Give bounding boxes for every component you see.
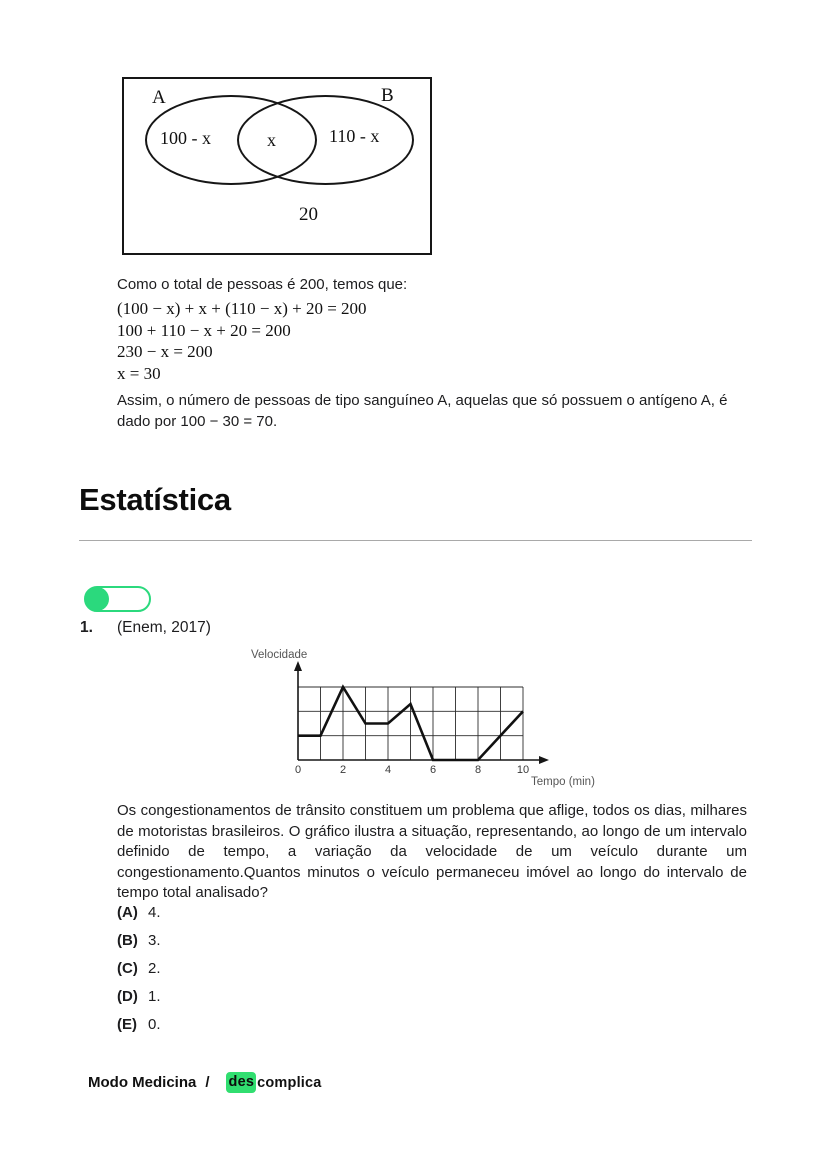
footer-brand-label: Modo Medicina bbox=[88, 1074, 197, 1091]
venn-diagram bbox=[122, 77, 432, 255]
page-footer bbox=[88, 1072, 322, 1093]
logo-des-badge: des bbox=[226, 1072, 257, 1093]
descomplica-logo bbox=[226, 1072, 322, 1093]
y-axis-arrow bbox=[294, 661, 302, 671]
answer-options bbox=[117, 904, 377, 1044]
set-b-ellipse bbox=[237, 95, 414, 185]
option-letter: (A) bbox=[117, 904, 138, 921]
set-b-label: B bbox=[381, 85, 394, 106]
question-source: (Enem, 2017) bbox=[117, 619, 211, 636]
question-number: 1. bbox=[80, 619, 93, 636]
x-tick-label: 2 bbox=[339, 764, 347, 776]
equation-line: (100 − x) + x + (110 − x) + 20 = 200 bbox=[117, 299, 367, 318]
velocity-time-chart bbox=[250, 646, 610, 792]
section-divider bbox=[79, 540, 752, 541]
y-axis-label: Velocidade bbox=[251, 649, 308, 661]
option-value: 0. bbox=[148, 1016, 161, 1033]
x-tick-label: 10 bbox=[516, 764, 530, 776]
option-c bbox=[117, 960, 377, 988]
x-tick-label: 0 bbox=[294, 764, 302, 776]
region-intersection-value: x bbox=[267, 130, 276, 150]
option-value: 3. bbox=[148, 932, 161, 949]
toggle-knob[interactable] bbox=[85, 587, 109, 611]
question-text: Os congestionamentos de trânsito constituem um problema que aflige, todos os dias, milhares de motoristas brasileiros. O gráfico ilustra a situação, representando, ao longo de um intervalo definido de tempo, a variação da velocidade de um veículo durante um congestionamento.Quantos minutos o veículo permaneceu imóvel ao longo do intervalo de tempo total analisado? bbox=[117, 802, 747, 902]
x-tick-label: 6 bbox=[429, 764, 437, 776]
x-axis-arrow bbox=[539, 756, 549, 764]
slash-separator: / bbox=[205, 1074, 210, 1091]
x-tick-label: 4 bbox=[384, 764, 392, 776]
option-d bbox=[117, 988, 377, 1016]
x-tick-label: 8 bbox=[474, 764, 482, 776]
region-outside-value: 20 bbox=[299, 204, 318, 225]
option-letter: (E) bbox=[117, 1016, 137, 1033]
solution-conclusion-text: Assim, o número de pessoas de tipo sanguíneo A, aquelas que só possuem o antígeno A, é dado por 100 − 30 = 70. bbox=[117, 392, 728, 430]
option-value: 4. bbox=[148, 904, 161, 921]
solution-intro-text: Como o total de pessoas é 200, temos que: bbox=[117, 276, 408, 293]
question-header bbox=[80, 619, 380, 639]
option-letter: (D) bbox=[117, 988, 138, 1005]
equation-line: 230 − x = 200 bbox=[117, 342, 213, 361]
option-value: 2. bbox=[148, 960, 161, 977]
equation-line: x = 30 bbox=[117, 363, 161, 383]
option-letter: (C) bbox=[117, 960, 138, 977]
section-heading: Estatística bbox=[79, 482, 231, 517]
question-toggle[interactable] bbox=[84, 586, 151, 612]
option-b bbox=[117, 932, 377, 960]
region-b-only-value: 110 - x bbox=[329, 126, 380, 146]
solution-equations bbox=[117, 298, 367, 384]
region-a-only-value: 100 - x bbox=[160, 128, 211, 148]
logo-complica-text: complica bbox=[257, 1074, 322, 1091]
option-e bbox=[117, 1016, 377, 1044]
set-a-label: A bbox=[152, 87, 166, 108]
option-value: 1. bbox=[148, 988, 161, 1005]
x-axis-label: Tempo (min) bbox=[531, 776, 595, 788]
option-a bbox=[117, 904, 377, 932]
option-letter: (B) bbox=[117, 932, 138, 949]
equation-line: 100 + 110 − x + 20 = 200 bbox=[117, 320, 291, 340]
